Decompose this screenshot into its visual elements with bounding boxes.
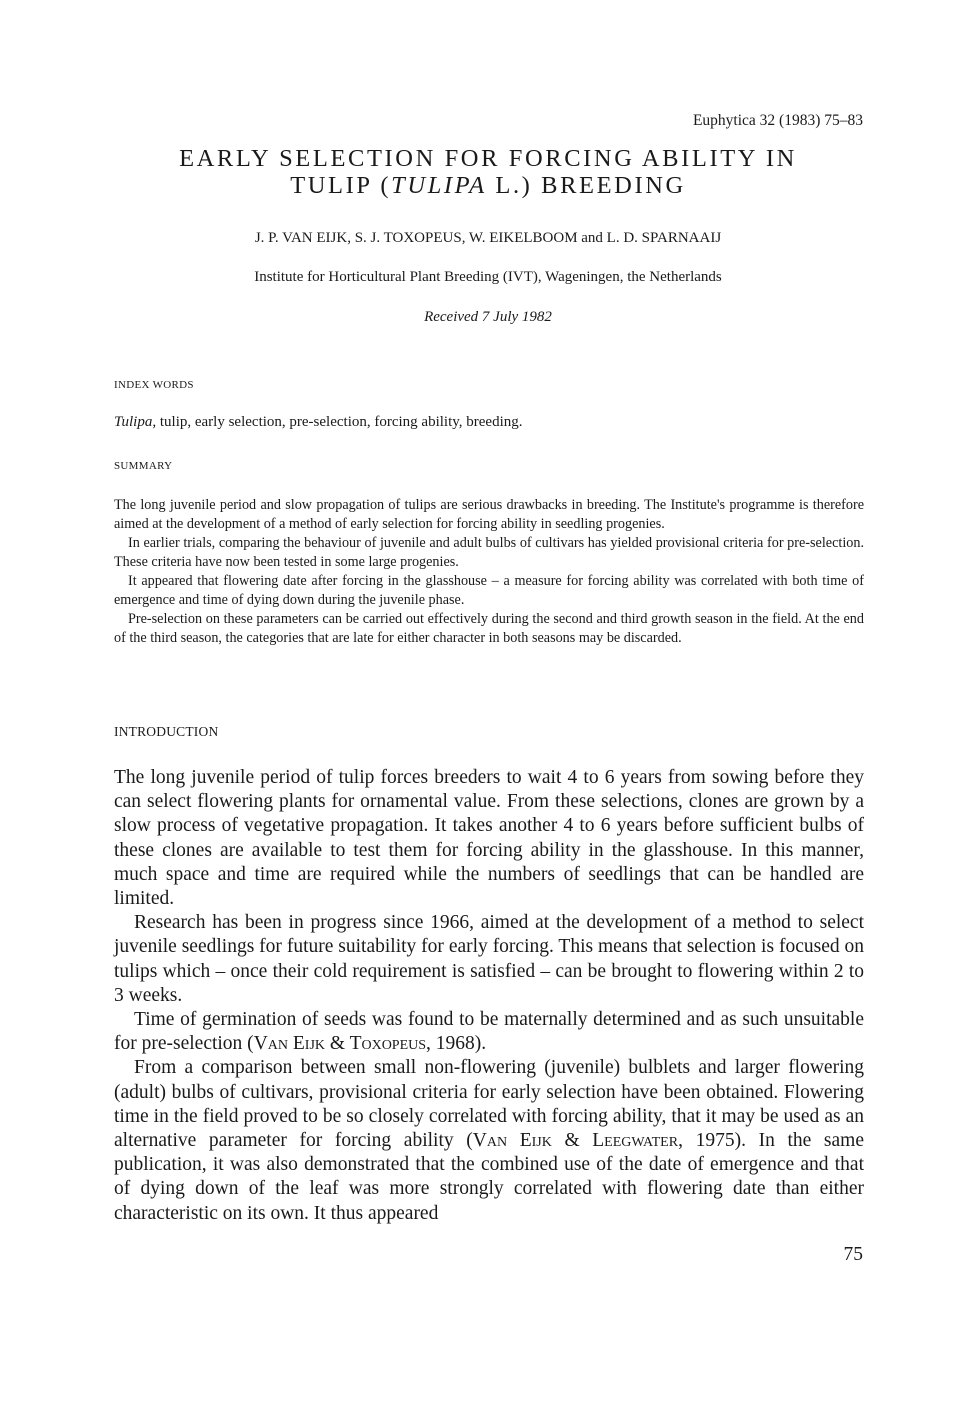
index-words-heading: INDEX WORDS: [114, 379, 194, 391]
introduction-heading: INTRODUCTION: [114, 724, 219, 739]
intro-paragraph: Research has been in progress since 1966, aimed at the development of a method to select juvenile seedlings for future suitability for early forcing. This means that selection is focused on tulips which – once their cold requirement is satisfied – can be brought to flowering within 2 to 3 weeks.: [114, 912, 864, 1006]
citation: Van Eijk & Toxopeus: [253, 1033, 427, 1055]
intro-paragraph: The long juvenile period of tulip forces breeders to wait 4 to 6 years from sowing before they can select flowering plants for ornamental value. From these selections, clones are grown by a slow process of vegetative propagation. It takes another 4 to 6 years before sufficient bulbs of these clones are available to test them for forcing ability in the glasshouse. In this manner, much space and time are required while the numbers of seedlings that can be handled are limited.: [114, 767, 864, 910]
index-words-rest: tulip, early selection, pre-selection, forcing ability, breeding.: [156, 414, 523, 430]
index-words-text: [114, 414, 864, 431]
title-line-2-suffix: L.) BREEDING: [486, 172, 686, 199]
intro-p4-text: From a comparison between small non-flowering (juvenile) bulblets and larger flowering (adult) bulbs of cultivars, provisional criteria for early selection have been obtained. Flowering time in the field proved to be so closely correlated with forcing ability, that it may be used as an alternative parameter for forcing ability (: [114, 1057, 864, 1152]
intro-p3-text: Time of germination of seeds was found to be maternally determined and as such unsuitable for pre-selection (: [114, 1009, 864, 1055]
title-genus: TULIPA: [391, 172, 487, 199]
intro-p4-text-end: , 1975). In the same publication, it was also demonstrated that the combined use of the date of emergence and that of dying down of the leaf was more strongly correlated with flowering date than either characteristic on its own. It thus appeared: [114, 1130, 864, 1224]
intro-p3-text-end: , 1968).: [426, 1033, 487, 1055]
summary-paragraph: Pre-selection on these parameters can be carried out effectively during the second and third growth season in the field. At the end of the third season, the categories that are late for either character in both seasons may be discarded.: [114, 611, 864, 646]
title-line-1: EARLY SELECTION FOR FORCING ABILITY IN: [179, 145, 797, 172]
page-number: 75: [843, 1244, 863, 1265]
summary-heading: SUMMARY: [114, 460, 173, 472]
summary-paragraph: In earlier trials, comparing the behaviour of juvenile and adult bulbs of cultivars has yielded provisional criteria for pre-selection. These criteria have now been tested in some large progenies.: [114, 535, 864, 570]
title-line-2: [100, 172, 876, 199]
author-list: J. P. VAN EIJK, S. J. TOXOPEUS, W. EIKELBOOM and L. D. SPARNAAIJ: [254, 230, 722, 246]
summary-body: [114, 496, 864, 648]
summary-paragraph: It appeared that flowering date after forcing in the glasshouse – a measure for forcing ability was correlated with both time of emergence and time of dying down during the juvenile phase.: [114, 573, 864, 608]
index-words-italic-term: Tulipa,: [114, 414, 157, 430]
summary-paragraph: The long juvenile period and slow propagation of tulips are serious drawbacks in breeding. The Institute's programme is therefore aimed at the development of a method of early selection for forcing ability in seedling progenies.: [114, 497, 864, 532]
title-line-2-prefix: TULIP (: [290, 172, 392, 199]
affiliation: Institute for Horticultural Plant Breeding (IVT), Wageningen, the Netherlands: [254, 269, 722, 285]
introduction-body: [114, 766, 864, 1226]
intro-paragraph: [114, 1008, 864, 1056]
journal-reference: Euphytica 32 (1983) 75–83: [692, 112, 863, 129]
citation: Van Eijk & Leegwater: [472, 1130, 679, 1152]
received-date: Received 7 July 1982: [424, 309, 552, 325]
intro-paragraph: [114, 1056, 864, 1225]
paper-title: [100, 145, 876, 199]
